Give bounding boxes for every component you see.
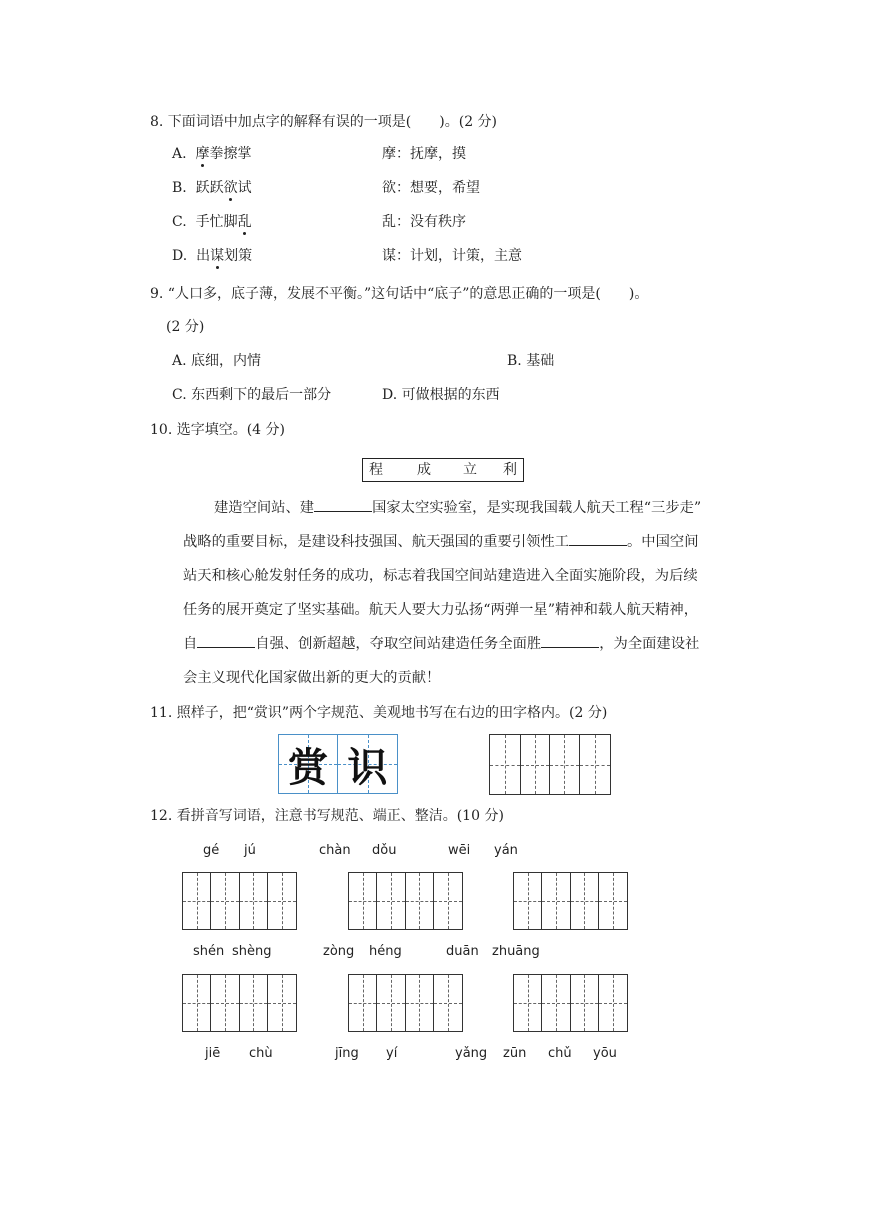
- sample-tian-grid: [278, 734, 398, 794]
- pinyin: duān: [446, 944, 479, 959]
- choice-char: 成: [417, 462, 431, 478]
- answer-tian-grid[interactable]: [348, 872, 463, 930]
- fill-blank[interactable]: [197, 633, 255, 648]
- choice-char: 程: [369, 462, 383, 478]
- answer-tian-grid[interactable]: [182, 872, 297, 930]
- pinyin: yǎng: [455, 1046, 488, 1061]
- pinyin: shén: [193, 944, 225, 959]
- fill-blank[interactable]: [569, 531, 627, 546]
- sample-char: 识: [347, 743, 388, 791]
- pinyin: zòng: [323, 944, 355, 959]
- dotted-char: 乱: [237, 214, 252, 230]
- answer-tian-grid[interactable]: [513, 974, 628, 1032]
- q9-option-b: B. 基础: [507, 353, 555, 369]
- pinyin: zūn: [503, 1046, 527, 1061]
- q8-explain-a: 摩：抚摩，摸: [382, 146, 466, 162]
- sample-char: 赏: [288, 743, 328, 791]
- q8-explain-d: 谋：计划，计策，主意: [382, 248, 522, 264]
- dotted-char: 欲: [223, 180, 238, 196]
- q12-stem: 12. 看拼音写词语，注意书写规范、端正、整洁。(10 分): [150, 808, 504, 824]
- pinyin: zhuāng: [492, 944, 540, 959]
- q10-passage: 建造空间站、建 国家太空实验室，是实现我国载人航天工程“三步走” 战略的重要目标，是建设科技强国、航天强国的重要引领性工 。中国空间 站天和核心舱发射任务的成功，标志着我国空间站建造进入全面实施阶段，为后续 任务的展开奠定了坚实基础。航天人要大力弘扬“两弹一星”精神和载人航天精神， 自 自强、创新超越，夺取空间站建造任务全面胜 ，为全面建设社 会主义现代化国家做出新的更大的贡献！: [183, 491, 739, 695]
- q10-stem: 10. 选字填空。(4 分): [150, 422, 285, 438]
- q8-option-d: D. 出谋划策: [172, 248, 253, 264]
- answer-tian-grid[interactable]: [513, 872, 628, 930]
- answer-tian-grid[interactable]: [489, 734, 611, 795]
- pinyin: jiē: [205, 1046, 221, 1061]
- pinyin: gé: [203, 843, 220, 858]
- choice-char: 利: [503, 462, 517, 478]
- dotted-char: 谋: [210, 248, 225, 264]
- pinyin: jīng: [335, 1046, 359, 1061]
- pinyin: wēi: [448, 843, 471, 858]
- q8-option-a: A. 摩拳擦掌: [172, 146, 252, 162]
- q8-explain-b: 欲：想要，希望: [382, 180, 480, 196]
- q8-explain-c: 乱：没有秩序: [382, 214, 466, 230]
- fill-blank[interactable]: [541, 633, 599, 648]
- pinyin: shèng: [232, 944, 272, 959]
- q9-score: (2 分): [166, 319, 205, 335]
- pinyin: chù: [249, 1046, 273, 1061]
- q8-stem: 8. 下面词语中加点字的解释有误的一项是( )。(2 分): [150, 114, 498, 130]
- word-choice-box: [362, 458, 524, 482]
- fill-blank[interactable]: [314, 497, 372, 512]
- q9-option-a: A. 底细，内情: [172, 353, 262, 369]
- answer-tian-grid[interactable]: [348, 974, 463, 1032]
- q8-option-b: B. 跃跃欲试: [172, 180, 252, 196]
- pinyin: jú: [244, 843, 256, 858]
- dotted-char: 摩: [195, 146, 210, 162]
- pinyin: yí: [386, 1046, 398, 1061]
- q9-stem: 9. “人口多，底子薄，发展不平衡。”这句话中“底子”的意思正确的一项是( )。: [150, 286, 649, 302]
- pinyin: chàn: [319, 843, 351, 858]
- pinyin: yōu: [593, 1046, 617, 1061]
- pinyin: dǒu: [372, 843, 397, 858]
- pinyin: yán: [494, 843, 518, 858]
- q8-option-c: C. 手忙脚乱: [172, 214, 252, 230]
- q9-option-c: C. 东西剩下的最后一部分: [172, 387, 332, 403]
- answer-tian-grid[interactable]: [182, 974, 297, 1032]
- choice-char: 立: [463, 462, 477, 478]
- q11-stem: 11. 照样子，把“赏识”两个字规范、美观地书写在右边的田字格内。(2 分): [150, 705, 608, 721]
- pinyin: chǔ: [548, 1046, 572, 1061]
- q9-option-d: D. 可做根据的东西: [382, 387, 500, 403]
- pinyin: héng: [369, 944, 402, 959]
